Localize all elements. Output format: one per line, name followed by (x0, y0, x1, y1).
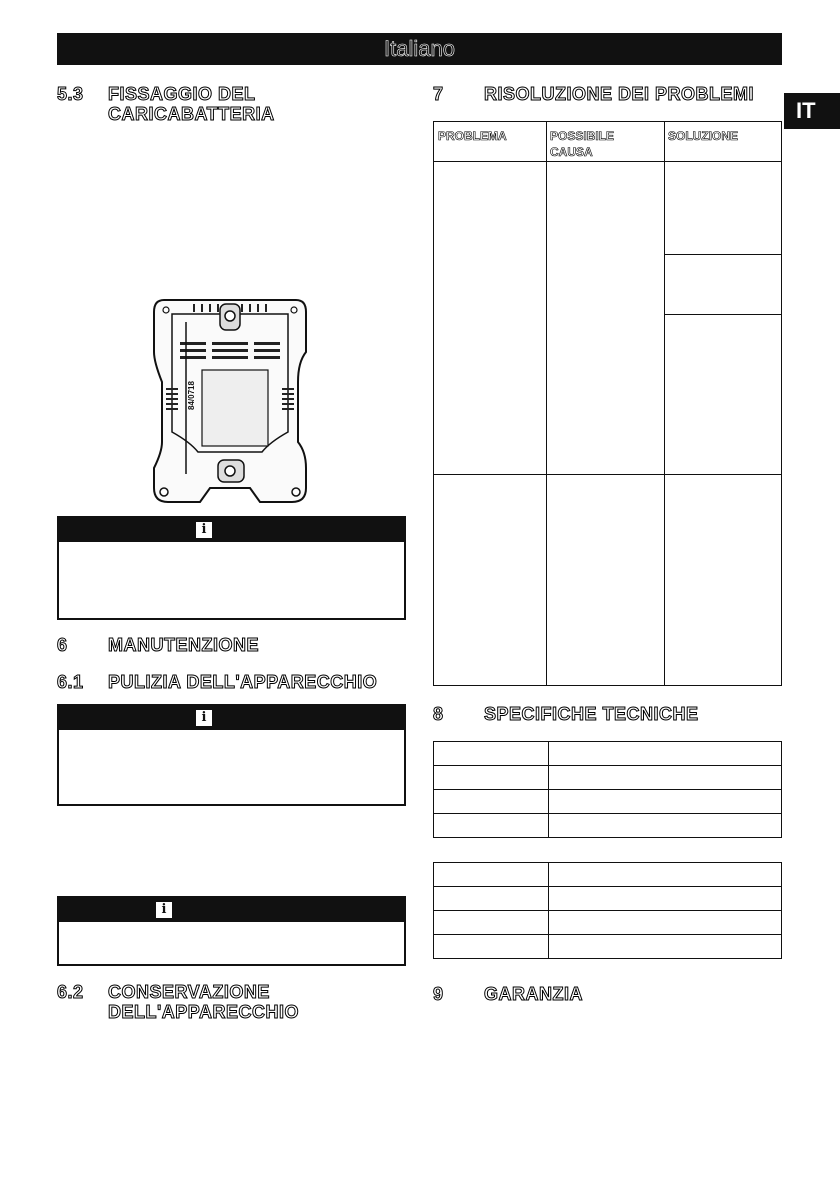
section-5-3-heading: 5.3 FISSAGGIO DEL CARICABATTERIA (57, 84, 275, 124)
table-divider (664, 254, 781, 255)
table-divider (434, 161, 781, 162)
language-banner: Italiano (57, 33, 782, 65)
notice-bar (59, 518, 404, 542)
notice-box-cleaning-2 (57, 896, 406, 966)
spec-row (433, 934, 782, 959)
section-6-heading: 6 MANUTENZIONE (57, 635, 259, 655)
info-icon: i (156, 902, 172, 918)
section-6-2-heading: 6.2 CONSERVAZIONE DELL'APPARECCHIO (57, 982, 299, 1022)
table-divider (664, 314, 781, 315)
section-9-heading: 9 GARANZIA (433, 984, 583, 1004)
troubleshooting-table (433, 121, 782, 686)
spec-row (433, 789, 782, 814)
section-8-heading: 8 SPECIFICHE TECNICHE (433, 704, 699, 724)
section-7-heading: 7 RISOLUZIONE DEI PROBLEMI (433, 84, 755, 104)
spec-row (433, 886, 782, 911)
charger-label-text: 84/0718 (187, 381, 196, 410)
spec-row (433, 862, 782, 887)
section-6-1-heading: 6.1 PULIZIA DELL'APPARECCHIO (57, 672, 378, 692)
column-header-cause: POSSIBILE CAUSA (550, 129, 615, 159)
info-icon: i (196, 522, 212, 538)
charger-wall-mount-figure (150, 292, 310, 508)
column-header-problem: PROBLEMA (438, 129, 507, 143)
info-icon: i (196, 710, 212, 726)
spec-row (433, 813, 782, 838)
spec-row (433, 910, 782, 935)
notice-box-charger (57, 516, 406, 620)
spec-row (433, 741, 782, 766)
spec-row (433, 765, 782, 790)
column-header-solution: SOLUZIONE (668, 129, 739, 143)
table-divider (664, 122, 665, 685)
notice-box-cleaning (57, 704, 406, 806)
table-divider (546, 122, 547, 685)
table-divider (434, 474, 781, 475)
notice-bar (59, 898, 404, 922)
language-tab: IT (784, 93, 840, 129)
notice-bar (59, 706, 404, 730)
